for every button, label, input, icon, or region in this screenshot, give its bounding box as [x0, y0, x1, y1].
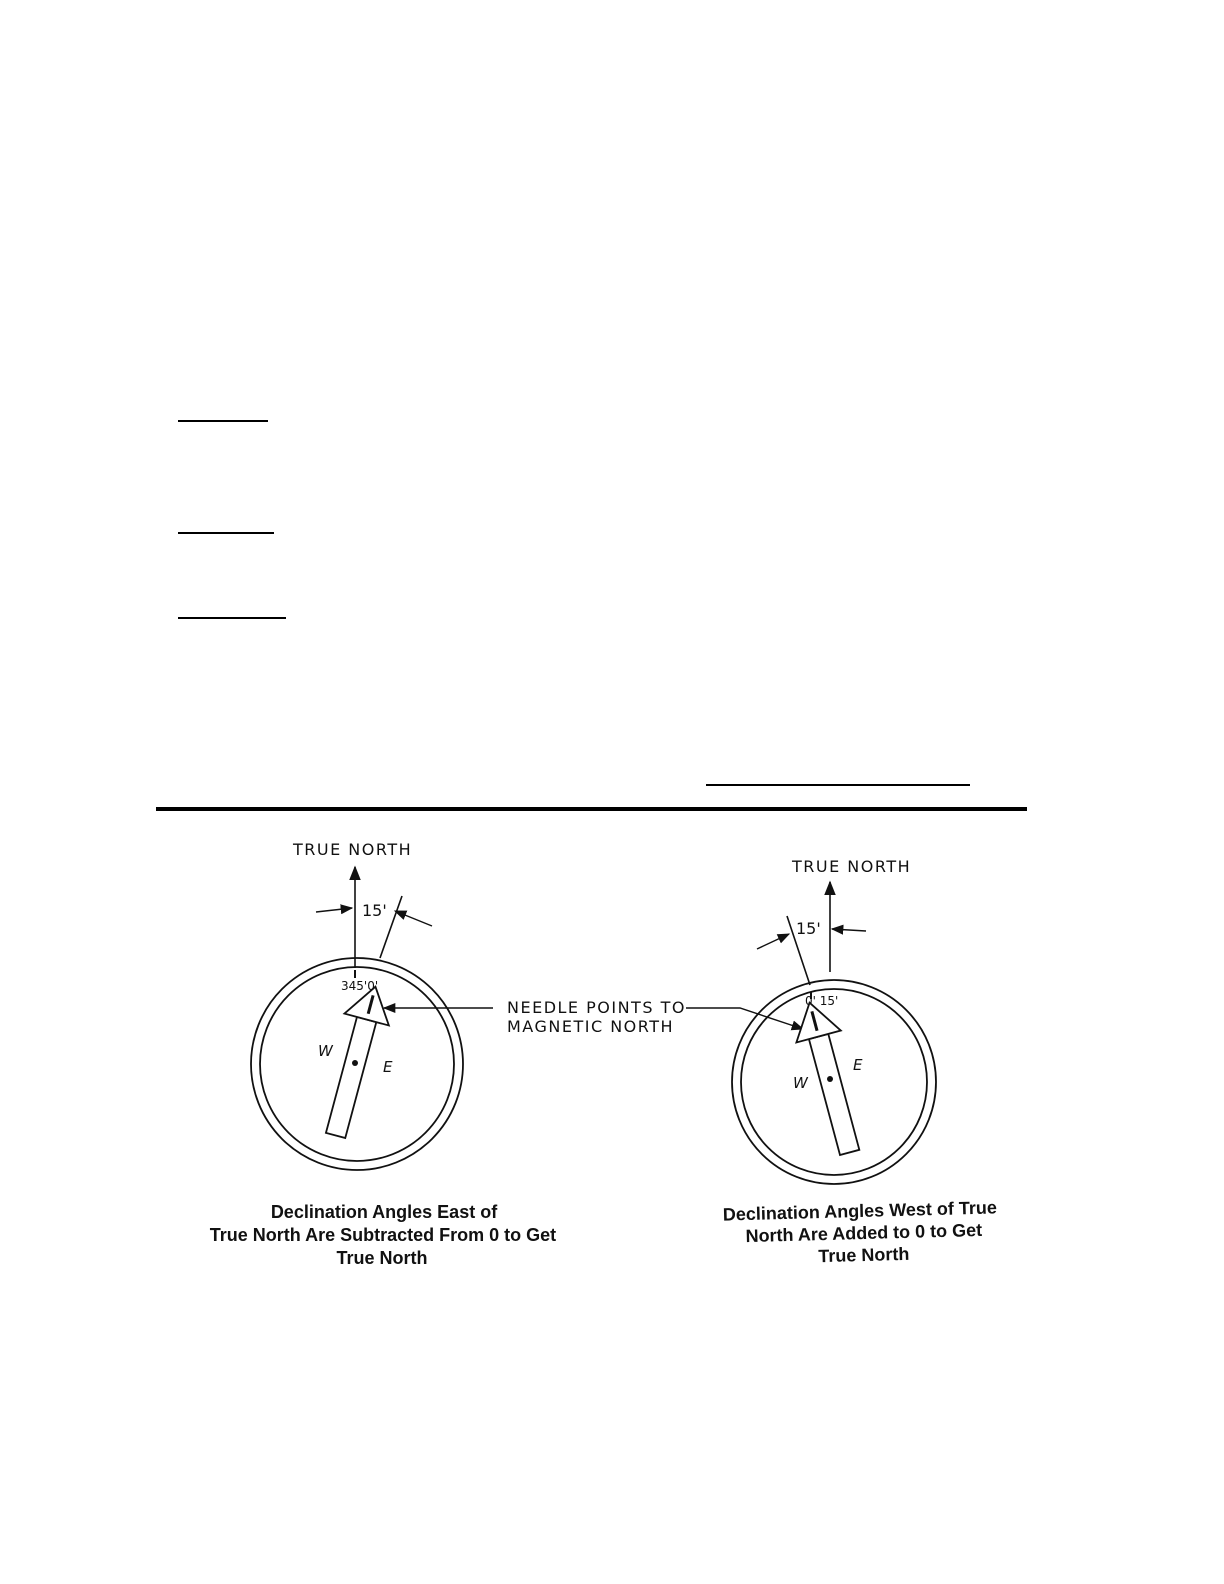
callout-arrow-right — [686, 1008, 803, 1029]
left-angle-arrow-right — [316, 908, 352, 912]
right-compass — [723, 857, 997, 1266]
left-caption-line-2: True North Are Subtracted From 0 to Get — [209, 1225, 557, 1245]
left-compass — [210, 840, 556, 1268]
left-caption-line-1: Declination Angles East of — [270, 1202, 498, 1222]
left-angle-arrow-left — [395, 911, 432, 926]
left-needle-pivot — [352, 1060, 358, 1066]
right-angle-label: 15' — [796, 919, 821, 938]
needle-callout — [384, 998, 803, 1036]
right-needle-pivot — [827, 1076, 833, 1082]
left-true-north-label: TRUE NORTH — [293, 840, 413, 859]
left-east-label: E — [383, 1058, 393, 1076]
right-caption-line-1: Declination Angles West of True — [722, 1197, 998, 1225]
right-caption-line-3: True North — [818, 1243, 910, 1267]
right-caption-line-2: North Are Added to 0 to Get — [745, 1219, 983, 1247]
right-east-label: E — [853, 1056, 863, 1074]
right-angle-arrow-left — [832, 929, 866, 931]
right-dial-label: 0' 15' — [805, 994, 839, 1008]
right-west-label: W — [793, 1074, 808, 1092]
left-west-label: W — [318, 1042, 333, 1060]
left-dial-label: 345'0' — [341, 979, 379, 993]
right-true-north-label: TRUE NORTH — [792, 857, 912, 876]
left-angle-label: 15' — [362, 901, 387, 920]
left-caption-line-3: True North — [336, 1248, 428, 1268]
callout-line-2: MAGNETIC NORTH — [507, 1017, 675, 1036]
callout-line-1: NEEDLE POINTS TO — [507, 998, 686, 1017]
right-angle-arrow-right — [757, 934, 789, 949]
